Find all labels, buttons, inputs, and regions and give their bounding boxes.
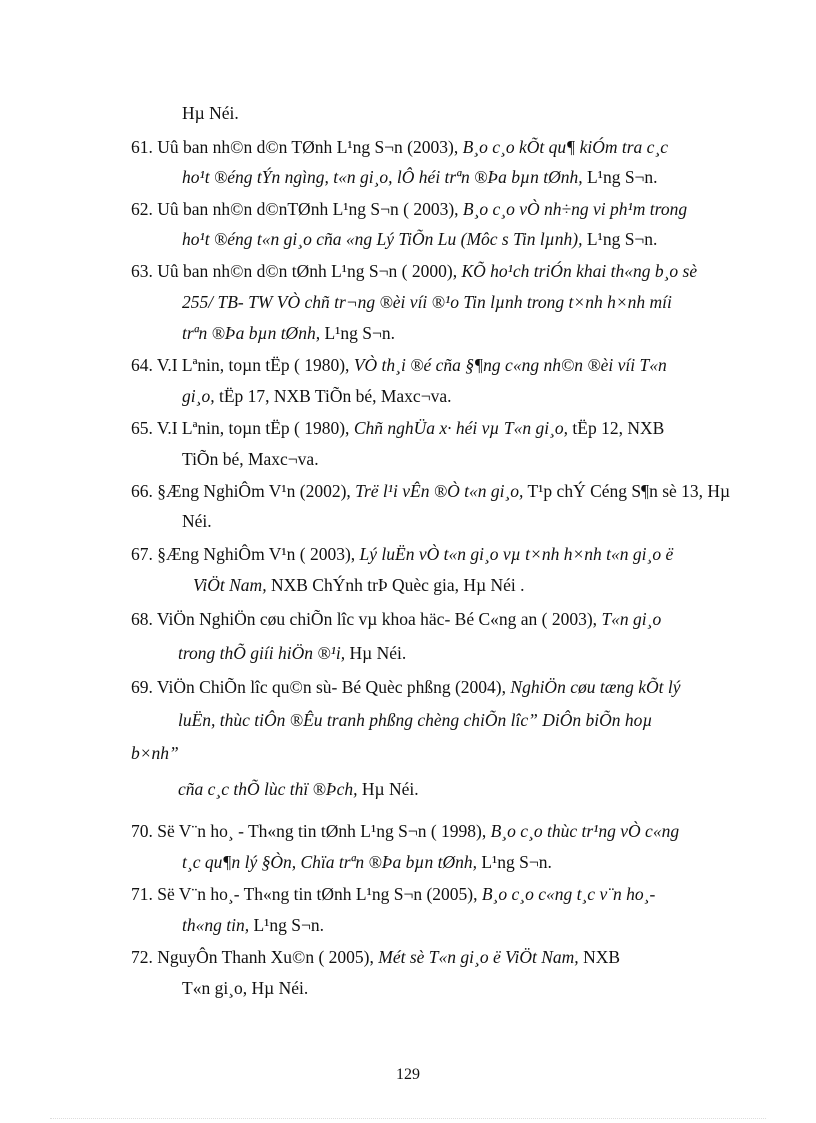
reference-line: ho¹t ®éng tÝn ngìng, t«n gi¸o, lÔ héi trªn ®Þa bµn tØnh, L¹ng S¬n.	[182, 167, 658, 187]
reference-line: luËn, thùc tiÔn ®Êu tranh phßng chèng chiÕn lîc” DiÔn biÕn hoµ	[178, 710, 653, 730]
reference-line: cña c¸c thÕ lùc thï ®Þch, Hµ Néi.	[178, 779, 419, 799]
reference-line: gi¸o, tËp 17, NXB TiÕn bé, Maxc¬va.	[182, 386, 452, 406]
reference-line: ViÖt Nam, NXB ChÝnh trÞ Quèc gia, Hµ Néi .	[193, 575, 525, 595]
reference-entry-64: 64. V.I Lªnin, toµn tËp ( 1980), VÒ th¸i ®é cña §¶ng c«ng nh©n ®èi víi T«n	[131, 355, 667, 375]
reference-entry-68: 68. ViÖn NghiÖn cøu chiÕn lîc vµ khoa häc- Bé C«ng an ( 2003), T«n gi¸o	[131, 609, 662, 629]
reference-line: th«ng tin, L¹ng S¬n.	[182, 915, 325, 935]
reference-entry-70: 70. Së V¨n ho¸ - Th«ng tin tØnh L¹ng S¬n ( 1998), B¸o c¸o thùc tr¹ng vÒ c«ng	[131, 821, 680, 841]
reference-line: trªn ®Þa bµn tØnh, L¹ng S¬n.	[182, 323, 395, 343]
reference-entry-71: 71. Së V¨n ho¸- Th«ng tin tØnh L¹ng S¬n (2005), B¸o c¸o c«ng t¸c v¨n ho¸-	[131, 884, 656, 904]
reference-entry-61: 61. Uû ban nh©n d©n TØnh L¹ng S¬n (2003), B¸o c¸o kÕt qu¶ kiÓm tra c¸c	[131, 137, 669, 157]
reference-line: 255/ TB- TW VÒ chñ tr¬ng ®èi víi ®¹o Tin lµnh trong t×nh h×nh míi	[182, 292, 672, 312]
page-number: 129	[396, 1066, 420, 1083]
reference-line: Néi.	[182, 511, 212, 531]
footer-divider	[50, 1118, 766, 1119]
reference-line: T«n gi¸o, Hµ Néi.	[182, 978, 309, 998]
reference-entry-62: 62. Uû ban nh©n d©nTØnh L¹ng S¬n ( 2003), B¸o c¸o vÒ nh÷ng vi ph¹m trong	[131, 199, 688, 219]
reference-line: trong thÕ giíi hiÖn ®¹i, Hµ Néi.	[178, 643, 407, 663]
reference-line: t¸c qu¶n lý §Òn, Chïa trªn ®Þa bµn tØnh, L¹ng S¬n.	[182, 852, 552, 872]
reference-entry-66: 66. §Æng NghiÔm V¹n (2002), Trë l¹i vÊn ®Ò t«n gi¸o, T¹p chÝ Céng S¶n sè 13, Hµ	[131, 481, 731, 501]
reference-entry-63: 63. Uû ban nh©n d©n tØnh L¹ng S¬n ( 2000), KÕ ho¹ch triÓn khai th«ng b¸o sè	[131, 261, 698, 281]
reference-line: ho¹t ®éng t«n gi¸o cña «ng Lý TiÕn Lu (Môc s Tin lµnh), L¹ng S¬n.	[182, 229, 658, 249]
reference-line: b×nh”	[131, 743, 179, 763]
reference-entry-69: 69. ViÖn ChiÕn lîc qu©n sù- Bé Quèc phßng (2004), NghiÖn cøu tæng kÕt lý	[131, 677, 681, 697]
reference-line: Hµ Néi.	[182, 103, 239, 123]
reference-entry-72: 72. NguyÔn Thanh Xu©n ( 2005), Mét sè T«n gi¸o ë ViÖt Nam, NXB	[131, 947, 621, 967]
reference-line: TiÕn bé, Maxc¬va.	[182, 449, 319, 469]
reference-entry-67: 67. §Æng NghiÔm V¹n ( 2003), Lý luËn vÒ t«n gi¸o vµ t×nh h×nh t«n gi¸o ë	[131, 544, 674, 564]
reference-entry-65: 65. V.I Lªnin, toµn tËp ( 1980), Chñ nghÜa x· héi vµ T«n gi¸o, tËp 12, NXB	[131, 418, 665, 438]
